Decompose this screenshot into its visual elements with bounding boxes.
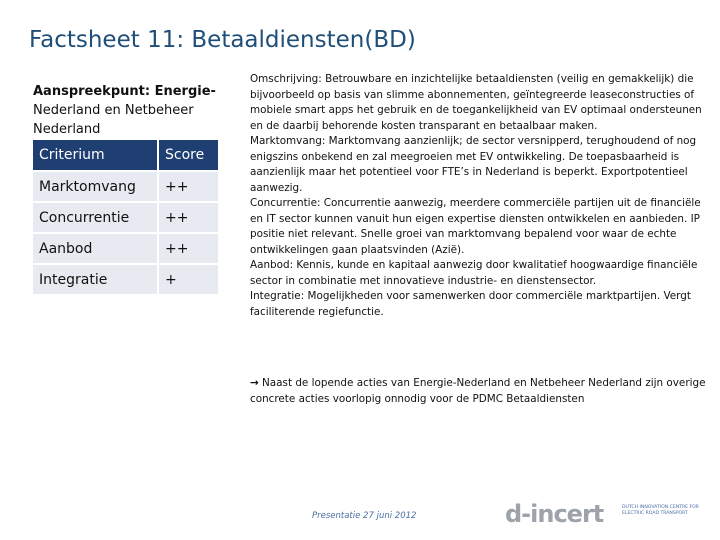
score-cell: ++ (157, 203, 218, 232)
aanbod-paragraph: Aanbod: Kennis, kunde en kapitaal aanwezig door kwalitatief hoogwaardige financiële sector in combinatie met innovatieve industrie- en dienstensector. (250, 259, 698, 287)
contact-block (33, 82, 223, 139)
contact-rest: Nederland en Netbeheer Nederland (33, 103, 194, 137)
table-row (33, 172, 218, 201)
score-cell: ++ (157, 234, 218, 263)
table-row (33, 265, 218, 294)
header-score: Score (157, 140, 218, 170)
contact-label: Aanspreekpunt: Energie- (33, 84, 216, 99)
logo-tagline: DUTCH INNOVATION CENTRE FOR ELECTRIC ROAD TRANSPORT (622, 505, 699, 516)
criterium-cell: Marktomvang (33, 172, 157, 201)
integratie-paragraph: Integratie: Mogelijkheden voor samenwerken door commerciële marktpartijen. Vergt faciliterende regiefunctie. (250, 290, 691, 318)
table-header-row (33, 140, 218, 170)
table-row (33, 203, 218, 232)
footer-date: Presentatie 27 juni 2012 (312, 511, 417, 521)
header-criterium: Criterium (33, 140, 157, 170)
score-cell: ++ (157, 172, 218, 201)
criteria-table (33, 138, 218, 296)
page-title: Factsheet 11: Betaaldiensten(BD) (29, 27, 416, 53)
arrow-icon: → (250, 377, 259, 389)
conclusion-block (250, 376, 712, 407)
concurrentie-paragraph: Concurrentie: Concurrentie aanwezig, meerdere commerciële partijen uit de financiële en IT sector kunnen vanuit hun eigen expertise diensten ontwikkelen en aanbieden. IP positie niet relevant. Snelle groei van marktomvang bepalend voor waar de echte ontwikkelingen gaan plaatsvinden (Azië). (250, 197, 701, 256)
description-block (250, 72, 712, 320)
table-row (33, 234, 218, 263)
description-paragraph: Omschrijving: Betrouwbare en inzichtelijke betaaldiensten (veilig en gemakkelijk) die bijvoorbeeld op basis van slimme abonnementen, geïntegreerde leaseconstructies of mobiele smart apps het gebruik en de toegankelijkheid van EV optimaal ondersteunen en de daarbij behorende kosten transparant en betaalbaar maken. (250, 73, 702, 132)
conclusion-text: Naast de lopende acties van Energie-Nederland en Netbeheer Nederland zijn overige concrete acties voorlopig onnodig voor de PDMC Betaaldiensten (250, 377, 706, 405)
criterium-cell: Aanbod (33, 234, 157, 263)
criterium-cell: Integratie (33, 265, 157, 294)
criterium-cell: Concurrentie (33, 203, 157, 232)
score-cell: + (157, 265, 218, 294)
marktomvang-paragraph: Marktomvang: Marktomvang aanzienlijk; de sector versnipperd, terughoudend of nog enigszins onbekend en zal meegroeien met EV ontwikkeling. De toepasbaarheid is aanzienlijk maar het potentieel voor FTE’s in Nederland is beperkt. Exportpotentieel aanwezig. (250, 135, 697, 194)
d-incert-logo: d-incert (505, 500, 604, 528)
